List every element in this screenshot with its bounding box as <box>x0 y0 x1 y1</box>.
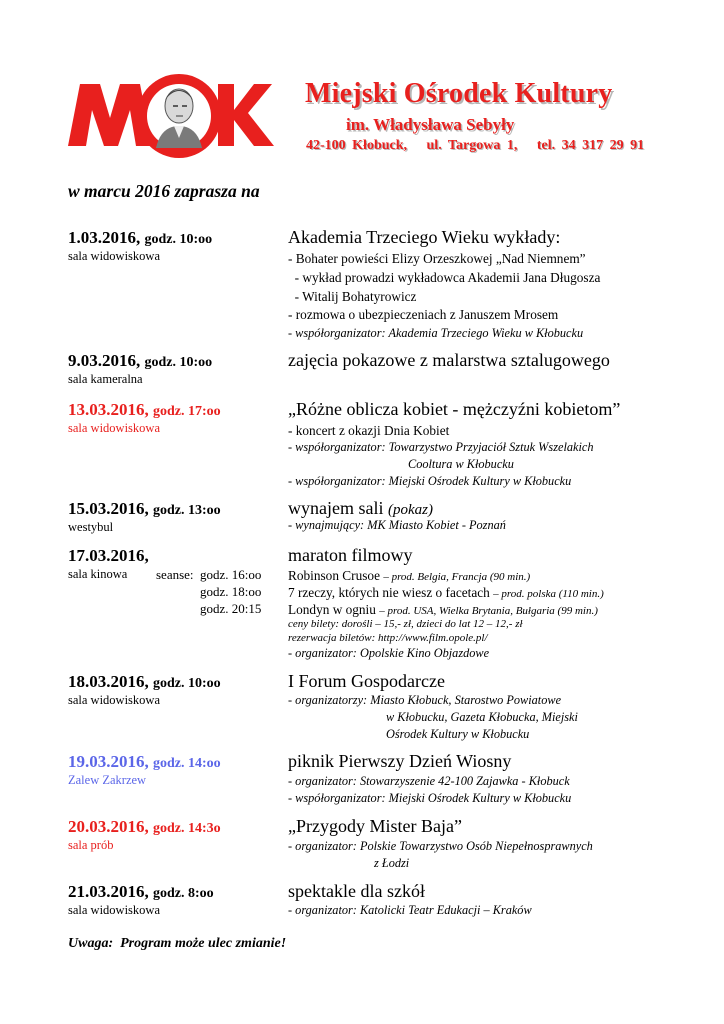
program-change-note: Uwaga: Program może ulec zmianie! <box>68 936 287 951</box>
event-organizer: - współorganizator: Towarzystwo Przyjaciół Sztuk Wszelakich <box>288 440 594 454</box>
showtime: godz. 18:oo <box>200 584 262 599</box>
event-organizer: - organizator: Opolskie Kino Objazdowe <box>288 646 490 660</box>
event-title: „Różne oblicza kobiet - mężczyźni kobietom” <box>288 399 621 419</box>
logo-letter-k <box>218 84 274 146</box>
event-room: sala prób <box>68 838 114 852</box>
event-room: sala kameralna <box>68 372 143 386</box>
showtime: godz. 16:oo <box>200 567 262 582</box>
showtime: godz. 20:15 <box>200 601 262 616</box>
event-organizer: - organizator: Stowarzyszenie 42-100 Zajawka - Kłobuck <box>288 774 570 788</box>
event-title: I Forum Gospodarcze <box>288 671 445 691</box>
event-room: sala widowiskowa <box>68 249 160 263</box>
event-line: - rozmowa o ubezpieczeniach z Januszem Mrosem <box>288 307 559 322</box>
event-date: 17.03.2016, <box>68 546 149 565</box>
ticket-reservation: rezerwacja biletów: http://www.film.opole.pl/ <box>288 632 488 644</box>
event-line: - wykład prowadzi wykładowca Akademii Jana Długosza <box>288 270 601 285</box>
mok-logo <box>66 66 276 160</box>
event-room: sala widowiskowa <box>68 421 160 435</box>
event-room: sala widowiskowa <box>68 693 160 707</box>
event-date: 21.03.2016, godz. 8:oo <box>68 882 214 901</box>
event-organizer-cont: z Łodzi <box>374 856 410 870</box>
event-organizer: - organizatorzy: Miasto Kłobuck, Starostwo Powiatowe <box>288 693 562 707</box>
event-date: 9.03.2016, godz. 10:oo <box>68 351 213 370</box>
event-room: sala widowiskowa <box>68 903 160 917</box>
event-organizer-cont: Ośrodek Kultury w Kłobucku <box>386 727 530 741</box>
event-title: Akademia Trzeciego Wieku wykłady: <box>288 227 561 247</box>
film-entry: Robinson Crusoe – prod. Belgia, Francja (90 min.) <box>288 568 531 583</box>
film-entry: Londyn w ogniu – prod. USA, Wielka Brytania, Bułgaria (99 min.) <box>288 602 598 617</box>
institution-name: Miejski Ośrodek Kultury <box>305 78 613 109</box>
event-date: 19.03.2016, godz. 14:oo <box>68 752 221 771</box>
event-organizer: - organizator: Katolicki Teatr Edukacji – Kraków <box>288 903 532 917</box>
event-organizer: - współorganizator: Miejski Ośrodek Kultury w Kłobucku <box>288 791 572 805</box>
event-organizer: - współorganizator: Miejski Ośrodek Kultury w Kłobucku <box>288 474 572 488</box>
film-entry: 7 rzeczy, których nie wiesz o facetach – prod. polska (110 min.) <box>288 585 604 600</box>
event-title: piknik Pierwszy Dzień Wiosny <box>288 751 512 771</box>
event-date: 15.03.2016, godz. 13:oo <box>68 499 221 518</box>
event-organizer-cont: Cooltura w Kłobucku <box>408 457 514 471</box>
event-room: westybul <box>68 520 114 534</box>
event-organizer: - organizator: Polskie Towarzystwo Osób Niepełnosprawnych <box>288 839 593 853</box>
event-room: sala kinowa <box>68 567 128 581</box>
event-organizer: - współorganizator: Akademia Trzeciego Wieku w Kłobucku <box>288 326 584 340</box>
event-organizer: - wynajmujący: MK Miasto Kobiet - Poznań <box>288 518 506 532</box>
event-line: - koncert z okazji Dnia Kobiet <box>288 423 450 438</box>
intro-heading: w marcu 2016 zaprasza na <box>68 181 260 201</box>
event-line: - Bohater powieści Elizy Orzeszkowej „Nad Niemnem” <box>288 251 586 266</box>
event-title: spektakle dla szkół <box>288 881 425 901</box>
event-date: 1.03.2016, godz. 10:oo <box>68 228 213 247</box>
event-date: 13.03.2016, godz. 17:oo <box>68 400 221 419</box>
event-title: maraton filmowy <box>288 545 413 565</box>
event-room: Zalew Zakrzew <box>68 773 147 787</box>
event-organizer-cont: w Kłobucku, Gazeta Kłobucka, Miejski <box>386 710 578 724</box>
event-title: wynajem sali (pokaz) <box>288 498 433 518</box>
institution-address: 42-100 Kłobuck, ul. Targowa 1, tel. 34 317 29 91 <box>306 138 645 153</box>
event-line: - Witalij Bohatyrowicz <box>288 289 417 304</box>
event-title: zajęcia pokazowe z malarstwa sztalugowego <box>288 350 610 370</box>
event-date: 18.03.2016, godz. 10:oo <box>68 672 221 691</box>
institution-patron: im. Władysława Sebyły <box>346 115 515 134</box>
seanse-label: seanse: <box>156 567 194 582</box>
event-date: 20.03.2016, godz. 14:3o <box>68 817 221 836</box>
event-title: „Przygody Mister Baja” <box>288 816 462 836</box>
ticket-prices: ceny bilety: dorośli – 15,- zł, dzieci do lat 12 – 12,- zł <box>288 618 523 630</box>
